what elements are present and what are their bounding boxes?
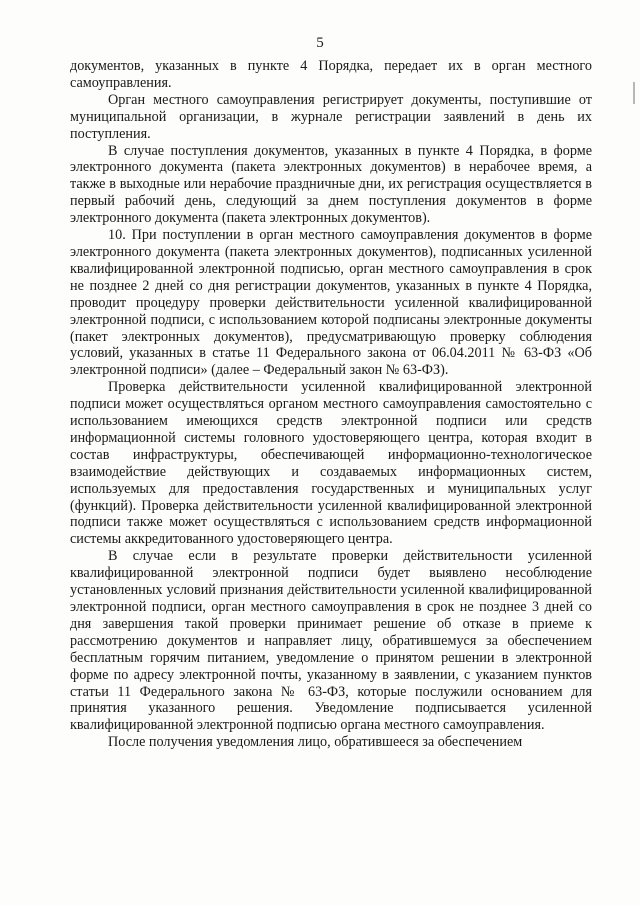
paragraph-continuation: документов, указанных в пункте 4 Порядка, передает их в орган местного самоуправления.: [70, 58, 592, 91]
scan-edge-mark: [633, 82, 635, 104]
document-body: [70, 58, 592, 751]
paragraph-registration: Орган местного самоуправления регистрирует документы, поступившие от муниципальной организации, в журнале регистрации заявлений в день их поступления.: [70, 91, 592, 142]
paragraph-nonworking-time: В случае поступления документов, указанных в пункте 4 Порядка, в форме электронного документа (пакета электронных документов) в нерабочее время, а также в выходные или нерабочие праздничные дни, их регистрация осуществляется в первый рабочий день, следующий за днем поступления документов в форме электронного документа (пакета электронных документов).: [70, 142, 592, 227]
page-number: 5: [316, 35, 324, 51]
paragraph-signature-check: Проверка действительности усиленной квалифицированной электронной подписи может осуществляться органом местного самоуправления самостоятельно с использованием имеющихся средств электронной подписи или средств информационной системы головного удостоверяющего центра, которая входит в состав инфраструктуры, обеспечивающей информационно-технологическое взаимодействие действующих и создаваемых информационных систем, используемых для предоставления государственных и муниципальных услуг (функций). Проверка действительности усиленной квалифицированной электронной подписи также может осуществляться с использованием средств информационной системы аккредитованного удостоверяющего центра.: [70, 379, 592, 548]
paragraph-after-notification: После получения уведомления лицо, обратившееся за обеспечением: [108, 734, 523, 751]
paragraph-item-10: 10. При поступлении в орган местного самоуправления документов в форме электронного документа (пакета электронных документов), подписанных усиленной квалифицированной электронной подписью, орган местного самоуправления в срок не позднее 2 дней со дня регистрации документов, указанных в пункте 4 Порядка, проводит процедуру проверки действительности усиленной квалифицированной электронной подписи, с использованием которой подписаны электронные документы (пакет электронных документов), предусматривающую проверку соблюдения условий, указанных в статье 11 Федерального закона от 06.04.2011 № 63-ФЗ «Об электронной подписи» (далее – Федеральный закон № 63-ФЗ).: [70, 227, 592, 379]
paragraph-refusal: В случае если в результате проверки действительности усиленной квалифицированной электронной подписи будет выявлено несоблюдение установленных условий признания действительности усиленной квалифицированной электронной подписи, орган местного самоуправления в срок не позднее 3 дней со дня завершения такой проверки принимает решение об отказе в приеме к рассмотрению документов и направляет лицу, обратившемуся за обеспечением бесплатным горячим питанием, уведомление о принятом решении в электронной форме по адресу электронной почты, указанному в заявлении, с указанием пунктов статьи 11 Федерального закона № 63-ФЗ, которые послужили основанием для принятия указанного решения. Уведомление подписывается усиленной квалифицированной электронной подписью органа местного самоуправления.: [70, 548, 592, 734]
